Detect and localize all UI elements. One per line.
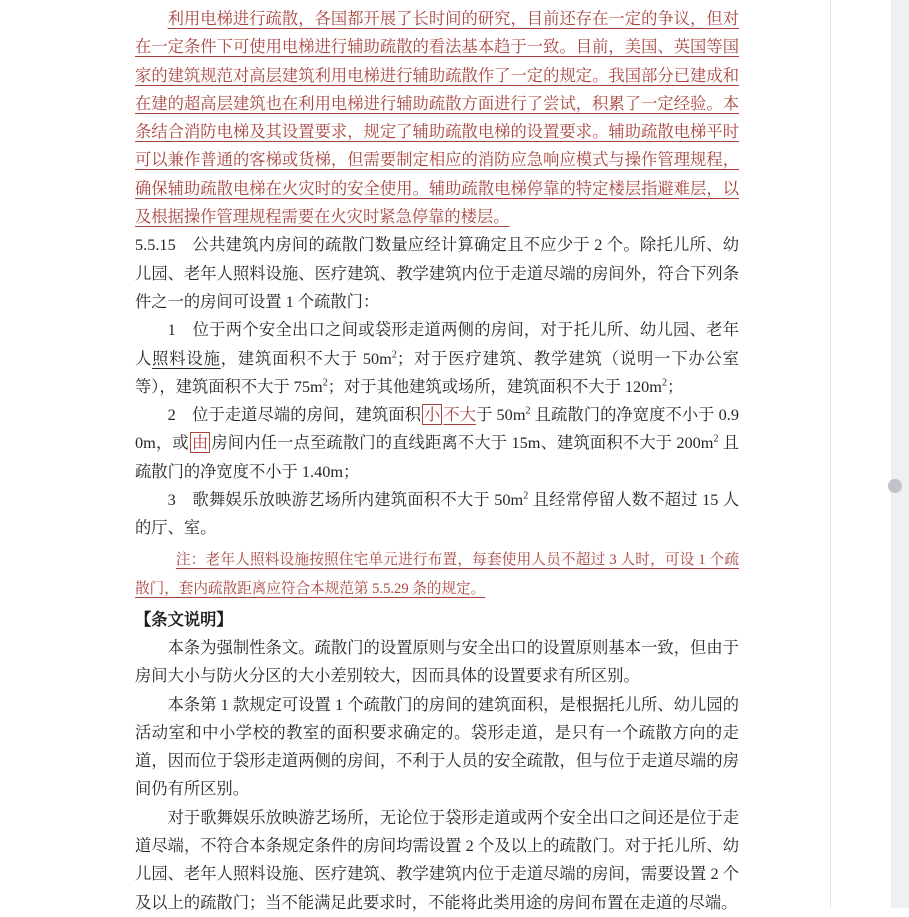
text-run: 2 (391, 349, 397, 361)
text-run: 2 (523, 490, 529, 502)
page-edge-line (830, 0, 831, 908)
text-run: 2 (525, 405, 531, 417)
text-run: 注：老年人照料设施按照住宅单元进行布置，每套使用人员不超过 3 人时，可设 1 个疏散门，套内疏散距离应符合本规范第 5.5.29 条的规定。 (135, 551, 739, 597)
text-run: 1 位于两个安全出口之间或袋形走道两侧的房间，对于托儿所、幼儿园、老年人 (135, 320, 739, 368)
text-run: 由 (191, 433, 209, 453)
text-run: 2 (661, 377, 668, 389)
text-run: 3 歌舞娱乐放映游艺场所内建筑面积不大于 50m (167, 490, 524, 510)
text-run: 2 (322, 377, 328, 389)
text-run: 本条第 1 款规定可设置 1 个疏散门的房间的建筑面积，是根据托儿所、幼儿园的活动室和中小学校的教室的面积要求确定的。袋形走道，是只有一个疏散方向的走道，因而位于袋形走道两侧的房间，不利于人员的安全疏散，但与位于走道尽端的房间仍有所区别。 (135, 694, 739, 799)
text-run: 【条文说明】 (135, 610, 233, 629)
text-run: 且经常停留人数不超过 15 人的厅、室。 (135, 490, 739, 538)
text-run: 2 (713, 434, 719, 446)
text-run: ，建筑面积不大于 50m (220, 348, 392, 368)
text-run: 且疏散门的净宽度不小于 0.90m，或 (135, 405, 739, 453)
paragraph (135, 231, 739, 316)
text-run: 于 50m (476, 405, 526, 425)
text-run: ；对于其他建筑或场所，建筑面积不大于 120m (327, 376, 662, 396)
paragraph (135, 546, 739, 604)
paragraph (135, 401, 739, 486)
text-run: 2 位于走道尽端的房间，建筑面积 (167, 405, 421, 425)
text-run: 小 (424, 405, 441, 425)
paragraph (135, 804, 739, 917)
paragraph (135, 691, 739, 804)
text-run: 5.5.15 公共建筑内房间的疏散门数量应经计算确定且不应少于 2 个。除托儿所、幼儿园、老年人照料设施、医疗建筑、教学建筑内位于走道尽端的房间外，符合下列条件之一的房间可设置 1 个疏散门： (135, 235, 739, 311)
paragraph (135, 316, 739, 401)
text-run: ； (667, 376, 684, 396)
paragraph (135, 486, 739, 543)
scrollbar-thumb[interactable] (888, 479, 902, 493)
document-content (135, 5, 739, 917)
text-run: 利用电梯进行疏散，各国都开展了长时间的研究，目前还存在一定的争议，但对在一定条件下可使用电梯进行辅助疏散的看法基本趋于一致。目前，美国、英国等国家的建筑规范对高层建筑利用电梯进行辅助疏散作了一定的规定。我国部分已建成和在建的超高层建筑也在利用电梯进行辅助疏散方面进行了尝试，积累了一定经验。本条结合消防电梯及其设置要求，规定了辅助疏散电梯的设置要求。辅助疏散电梯平时可以兼作普通的客梯或货梯，但需要制定相应的消防应急响应模式与操作管理规程，确保辅助疏散电梯在火灾时的安全使用。辅助疏散电梯停靠的特定楼层指避难层，以及根据操作管理规程需要在火灾时紧急停靠的楼层。 (135, 9, 739, 227)
scrollbar-track[interactable] (891, 0, 909, 908)
paragraph (135, 634, 739, 691)
paragraph (135, 606, 739, 634)
text-run: 房间内任一点至疏散门的直线距离不大于 15m、建筑面积不大于 200m (211, 433, 714, 453)
text-run: 对于歌舞娱乐放映游艺场所，无论位于袋形走道或两个安全出口之间还是位于走道尽端，不符合本条规定条件的房间均需设置 2 个及以上的疏散门。对于托儿所、幼儿园、老年人照料设施、医疗建筑、教学建筑内位于走道尽端的房间，需要设置 2 个及以上的疏散门；当不能满足此要求时，不能将此类用途的房间布置在走道的尽端。 (135, 807, 739, 912)
text-run: 且疏散门的净宽度不小于 1.40m； (135, 433, 739, 481)
text-run: 本条为强制性条文。疏散门的设置原则与安全出口的设置原则基本一致，但由于房间大小与防火分区的大小差别较大，因而具体的设置要求有所区别。 (135, 637, 739, 686)
text-run: 照料设施 (152, 348, 221, 368)
text-run: ；对于医疗建筑、教学建筑（说明一下办公室等），建筑面积不大于 75m (135, 348, 739, 396)
text-run: 不大 (443, 405, 477, 425)
paragraph (135, 5, 739, 231)
